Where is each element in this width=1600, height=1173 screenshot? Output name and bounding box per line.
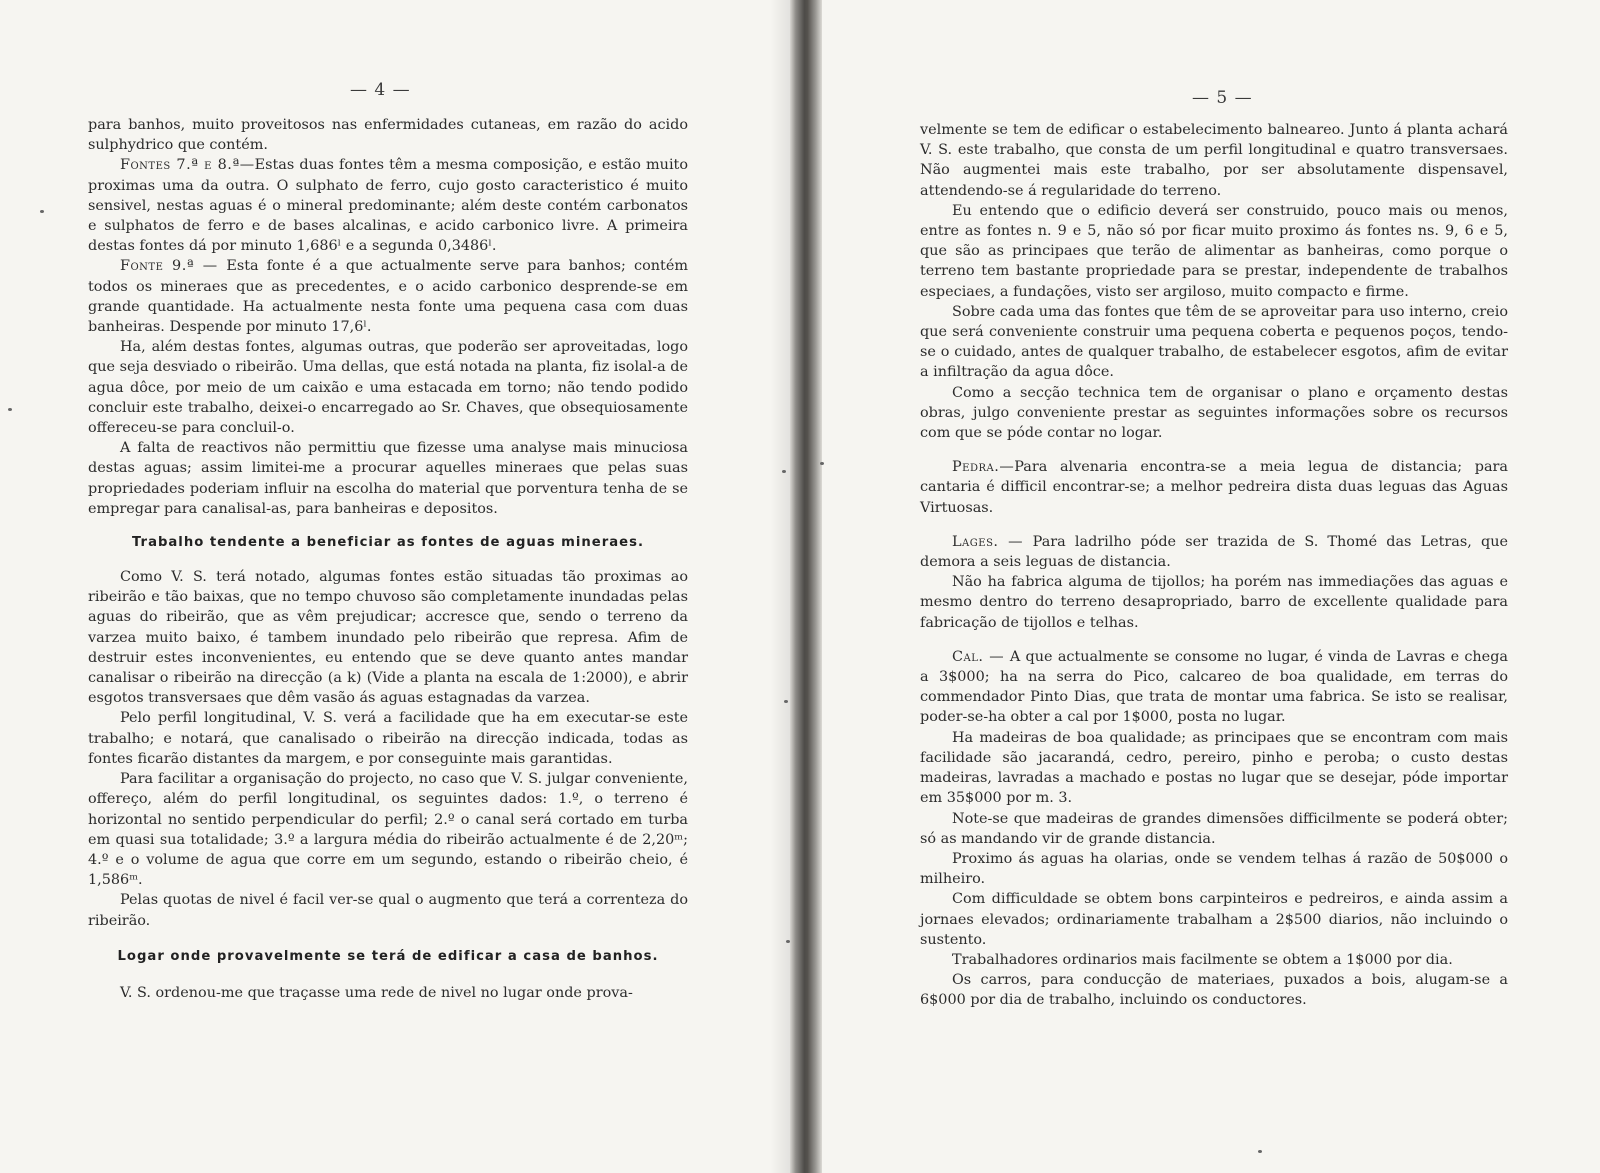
paragraph-olarias: Proximo ás aguas ha olarias, onde se vendem telhas á razão de 50$000 o milheiro.: [920, 850, 1508, 888]
paper-speck: [40, 210, 44, 213]
cal-label: Cal. —: [952, 648, 1010, 665]
paragraph-grandes-dimensoes: Note-se que madeiras de grandes dimensões difficilmente se poderá obter; só as mandando vir de grande distancia.: [920, 810, 1508, 847]
heading-logar: Logar onde provavelmente se terá de edificar a casa de banhos.: [117, 948, 659, 964]
paper-speck: [782, 470, 786, 473]
paragraph-bath-use: para banhos, muito proveitosos nas enfermidades cutaneas, em razão do acido sulphydrico que contém.: [88, 117, 688, 154]
paragraph-quotas: Pelas quotas de nivel é facil ver-se qual o augmento que terá a correnteza do ribeirão.: [88, 892, 688, 929]
paragraph-velmente: velmente se tem de edificar o estabelecimento balneareo. Junto á planta achará V. S. este trabalho, que consta de um perfil longitudinal e quatro transversaes. Não augmentei mais este trabalho, por ser absolutamente dispensavel, attendendo-se á regularidade do terreno.: [920, 122, 1508, 199]
fonte-9-text: Esta fonte é a que actualmente serve para banhos; contém todos os mineraes que as precedentes, e o acido carbonico desprende-se em grande quantidade. Ha actualmente nesta fonte uma pequena casa com duas banheiras. Despende por minuto 17,6ˡ.: [88, 258, 688, 336]
cal-text: A que actualmente se consome no lugar, é vinda de Lavras e chega a 3$000; ha na serra do Pico, calcareo de boa qualidade, em terras do commendador Pinto Dias, que trata de montar uma fabrica. Se isto se realisar, poder-se-ha obter a cal por 1$000, posta no lugar.: [920, 648, 1508, 726]
paragraph-lages: [920, 532, 1508, 572]
lages-label: Lages. —: [952, 533, 1033, 550]
paper-speck: [820, 462, 824, 465]
paragraph-fonte-9: [88, 256, 688, 337]
page-number-right: — 5 —: [1192, 88, 1253, 108]
lages-text: Para ladrilho póde ser trazida de S. Thomé das Letras, que demora a seis leguas de distancia.: [920, 533, 1508, 571]
paper-speck: [1258, 1150, 1262, 1153]
gutter-shadow: [770, 0, 790, 1173]
pedra-text: Para alvenaria encontra-se a meia legua de distancia; para cantaria é difficil encontrar-se; a melhor pedreira dista duas leguas das Aguas Virtuosas.: [920, 459, 1508, 516]
heading-trabalho: Trabalho tendente a beneficiar as fontes de aguas mineraes.: [132, 535, 644, 551]
paper-speck: [8, 408, 12, 411]
pedra-label: Pedra.—: [952, 459, 1015, 476]
paragraph-trabalhadores: Trabalhadores ordinarios mais facilmente se obtem a 1$000 por dia.: [952, 951, 1453, 968]
fonte-9-label: Fonte 9.ª —: [120, 258, 227, 275]
fontes-7-8-text: Estas duas fontes têm a mesma composição, e estão muito proximas uma da outra. O sulphato de ferro, cujo gosto caracteristico é muito sensivel, nestas aguas é o mineral predominante; além deste contém carbonatos e sulphatos de ferro e de bases alcalinas, e acido carbonico livre. A primeira destas fontes dá por minuto 1,686ˡ e a segunda 0,3486ˡ.: [88, 157, 688, 255]
paragraph-carros: Os carros, para conducção de materiaes, puxados a bois, alugam-se a 6$000 por dia de trabalho, incluindo os conductores.: [920, 972, 1508, 1009]
paragraph-ordenou: V. S. ordenou-me que traçasse uma rede de nivel no lugar onde prova-: [120, 984, 633, 1001]
paragraph-carpinteiros: Com difficuldade se obtem bons carpinteiros e pedreiros, e ainda assim a jornaes elevados; ordinariamente trabalham a 2$500 diarios, não incluindo o sustento.: [920, 891, 1508, 948]
paper-speck: [784, 700, 788, 703]
paragraph-sobre-fontes: Sobre cada uma das fontes que têm de se aproveitar para uso interno, creio que será conveniente construir uma pequena coberta e pequenos poços, tendo-se o cuidado, antes de qualquer trabalho, de estabelecer esgotos, afim de evitar a infiltração da agua dôce.: [920, 303, 1508, 381]
left-page: [0, 0, 790, 1173]
page-number-left: — 4 —: [350, 80, 411, 100]
paragraph-reactivos: A falta de reactivos não permittiu que fizesse uma analyse mais minuciosa destas aguas; assim limitei-me a procurar aquelles mineraes que pelas suas propriedades poderiam influir na escolha do material que porventura tenha de se empregar para canalisal-as, para banheiras e depositos.: [88, 440, 688, 517]
paragraph-facilitar: Para facilitar a organisação do projecto, no caso que V. S. julgar conveniente, offereço, além do perfil longitudinal, os seguintes dados: 1.º, o terreno é horizontal no sentido perpendicular do perfil; 2.º o canal será cortado em turba em quasi sua totalidade; 3.º a largura média do ribeirão actualmente é de 2,20ᵐ; 4.º e o volume de agua que corre em um segundo, estando o ribeirão cheio, é 1,586ᵐ.: [88, 771, 688, 889]
paragraph-seccao: Como a secção technica tem de organisar o plano e orçamento destas obras, julgo conveniente prestar as seguintes informações sobre os recursos com que se póde contar no logar.: [920, 384, 1508, 442]
paragraph-perfil: Pelo perfil longitudinal, V. S. verá a facilidade que ha em executar-se este trabalho; e notará, que canalisado o ribeirão na direcção indicada, todas as fontes ficarão distantes da margem, e por conseguinte mais garantidas.: [88, 710, 688, 767]
paragraph-cal: [920, 647, 1508, 728]
left-text-block: [88, 115, 688, 1003]
paragraph-tijollos: Não ha fabrica alguma de tijollos; ha porém nas immediações das aguas e mesmo dentro do terreno desapropriado, barro de excellente qualidade para fabricação de tijollos e telhas.: [920, 574, 1508, 631]
paper-speck: [786, 940, 790, 943]
paragraph-other-fontes: Ha, além destas fontes, algumas outras, que poderão ser aproveitadas, logo que seja desviado o ribeirão. Uma dellas, que está notada na planta, fiz isolal-a de agua dôce, por meio de um caixão e uma estacada em torno; não tendo podido concluir este trabalho, deixei-o encarregado ao Sr. Chaves, que obsequiosamente offereceu-se para concluil-o.: [88, 339, 688, 437]
paragraph-edificio: Eu entendo que o edificio deverá ser construido, pouco mais ou menos, entre as fontes n. 9 e 5, não só por ficar muito proximo ás fontes ns. 9, 6 e 5, que são as principaes que terão de alimentar as banheiras, como porque o terreno tem bastante propriedade para se prestar, independente de trabalhos especiaes, a fundações, visto ser argiloso, muito compacto e firme.: [920, 202, 1508, 300]
fontes-7-8-label: Fontes 7.ª e 8.ª—: [120, 157, 255, 174]
right-text-block: [920, 120, 1508, 1011]
paragraph-pedra: [920, 457, 1508, 518]
paragraph-madeiras: Ha madeiras de boa qualidade; as principaes que se encontram com mais facilidade são jacarandá, cedro, pereiro, pinho e peroba; o custo destas madeiras, lavradas a machado e postas no lugar que se desejar, póde importar em 35$000 por m. 3.: [920, 729, 1508, 807]
paragraph-fontes-7-8: [88, 155, 688, 256]
paragraph-como-vs: Como V. S. terá notado, algumas fontes estão situadas tão proximas ao ribeirão e tão baixas, que no tempo chuvoso são completamente inundadas pelas aguas do ribeirão, que as vêm prejudicar; accresce que, sendo o terreno da varzea muito baixo, é tambem inundado pelo ribeirão que represa. Afim de destruir estes inconvenientes, eu entendo que se deve quanto antes mandar canalisar o ribeirão na direcção (a k) (Vide a planta na escala de 1:2000), e abrir esgotos transversaes que dêm vasão ás aguas estagnadas da varzea.: [88, 569, 688, 707]
book-gutter: [790, 0, 822, 1173]
